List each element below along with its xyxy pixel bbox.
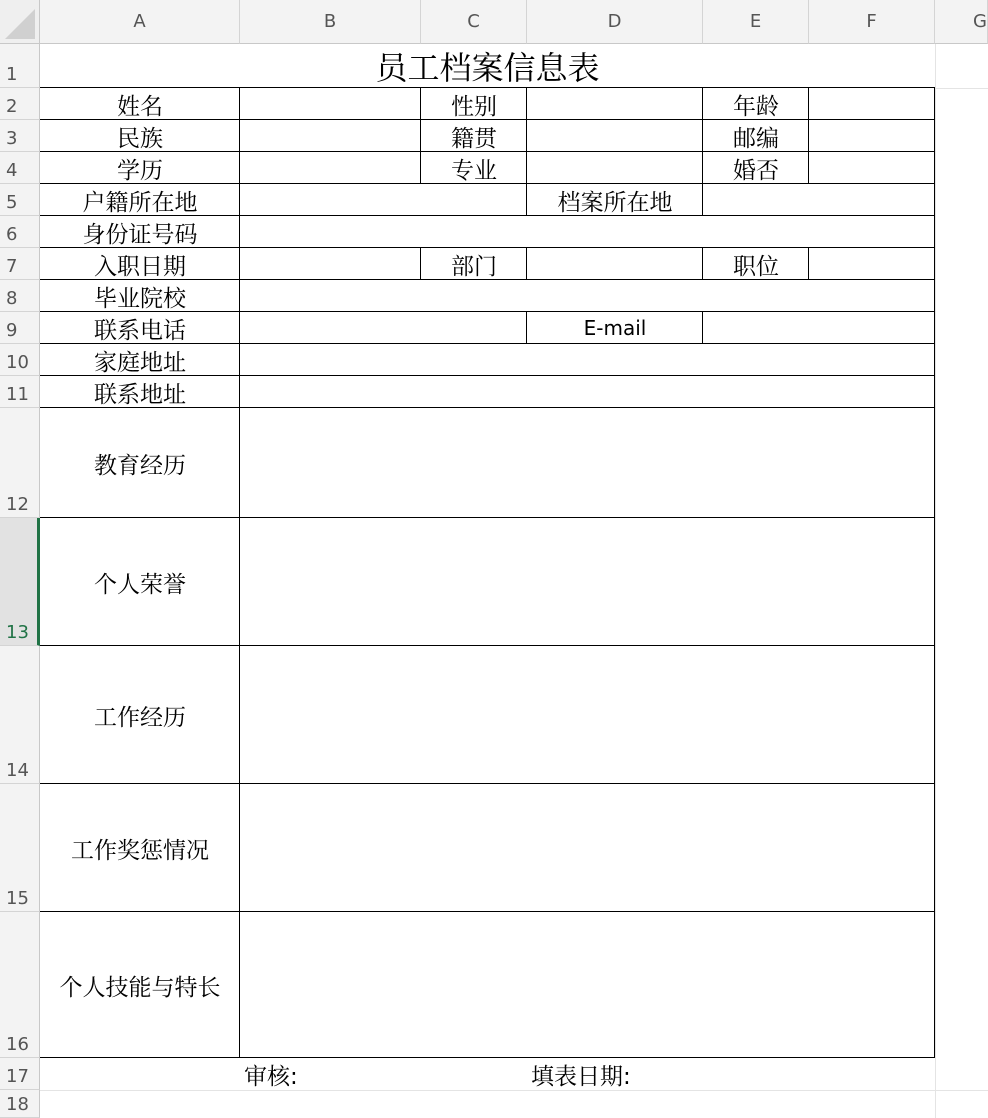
- postcode-value-cell[interactable]: [809, 120, 935, 152]
- row-header-4[interactable]: 4: [0, 152, 40, 184]
- row-header-2[interactable]: 2: [0, 88, 40, 120]
- row-header-13[interactable]: 13: [0, 518, 40, 646]
- row-header-18[interactable]: 18: [0, 1090, 40, 1118]
- rewards-value-cell[interactable]: [240, 784, 935, 912]
- label-marital: 婚否: [733, 157, 779, 184]
- label-phone: 联系电话: [94, 317, 186, 344]
- native-place-value-cell[interactable]: [527, 120, 703, 152]
- ethnicity-value-cell[interactable]: [240, 120, 421, 152]
- label-major: 专业: [451, 157, 497, 184]
- reviewer-label: 审核:: [244, 1063, 298, 1090]
- marital-value-cell[interactable]: [809, 152, 935, 184]
- row-header-17[interactable]: 17: [0, 1058, 40, 1090]
- school-value-cell[interactable]: [240, 280, 935, 312]
- household-value-cell[interactable]: [240, 184, 527, 216]
- row-header-9[interactable]: 9: [0, 312, 40, 344]
- hire-date-value-cell[interactable]: [240, 248, 421, 280]
- row-header-16[interactable]: 16: [0, 912, 40, 1058]
- column-header-e[interactable]: E: [703, 0, 809, 44]
- work-history-value-cell[interactable]: [240, 646, 935, 784]
- home-address-value-cell[interactable]: [240, 344, 935, 376]
- label-id-number: 身份证号码: [82, 221, 198, 248]
- label-household: 户籍所在地: [82, 189, 198, 216]
- column-header-g[interactable]: G: [935, 0, 988, 44]
- gender-value-cell[interactable]: [527, 88, 703, 120]
- row-header-7[interactable]: 7: [0, 248, 40, 280]
- label-contact-address: 联系地址: [94, 381, 186, 408]
- label-home-address: 家庭地址: [94, 349, 186, 376]
- row-header-12[interactable]: 12: [0, 408, 40, 518]
- row-header-3[interactable]: 3: [0, 120, 40, 152]
- column-header-a[interactable]: A: [40, 0, 240, 44]
- label-native-place: 籍贯: [451, 125, 497, 152]
- label-ethnicity: 民族: [117, 125, 163, 152]
- label-work-history: 工作经历: [94, 704, 186, 731]
- archive-location-value-cell[interactable]: [703, 184, 935, 216]
- name-value-cell[interactable]: [240, 88, 421, 120]
- honors-value-cell[interactable]: [240, 518, 935, 646]
- label-education: 学历: [117, 157, 163, 184]
- label-postcode: 邮编: [733, 125, 779, 152]
- email-value-cell[interactable]: [703, 312, 935, 344]
- column-header-b[interactable]: B: [240, 0, 421, 44]
- row-header-6[interactable]: 6: [0, 216, 40, 248]
- gridline: [935, 44, 936, 1118]
- label-department: 部门: [451, 253, 497, 280]
- age-value-cell[interactable]: [809, 88, 935, 120]
- department-value-cell[interactable]: [527, 248, 703, 280]
- label-skills: 个人技能与特长: [59, 974, 221, 1001]
- select-all-triangle: [5, 9, 35, 39]
- contact-address-value-cell[interactable]: [240, 376, 935, 408]
- label-school: 毕业院校: [94, 285, 186, 312]
- label-hire-date: 入职日期: [94, 253, 186, 280]
- row-header-5[interactable]: 5: [0, 184, 40, 216]
- gridline: [40, 1090, 988, 1091]
- skills-value-cell[interactable]: [240, 912, 935, 1058]
- position-value-cell[interactable]: [809, 248, 935, 280]
- fill-date-label: 填表日期:: [531, 1063, 631, 1090]
- label-archive-location: 档案所在地: [557, 189, 673, 216]
- select-all-corner[interactable]: [0, 0, 40, 44]
- row-header-15[interactable]: 15: [0, 784, 40, 912]
- row-header-1[interactable]: 1: [0, 44, 40, 88]
- form-title: 员工档案信息表: [375, 49, 600, 87]
- phone-value-cell[interactable]: [240, 312, 527, 344]
- gridline: [935, 88, 988, 89]
- education-history-value-cell[interactable]: [240, 408, 935, 518]
- label-rewards: 工作奖惩情况: [71, 837, 209, 864]
- label-name: 姓名: [117, 93, 163, 120]
- column-header-d[interactable]: D: [527, 0, 703, 44]
- label-honors: 个人荣誉: [94, 571, 186, 598]
- row-header-8[interactable]: 8: [0, 280, 40, 312]
- major-value-cell[interactable]: [527, 152, 703, 184]
- column-header-c[interactable]: C: [421, 0, 527, 44]
- label-position: 职位: [733, 253, 779, 280]
- label-email: E-mail: [583, 316, 647, 340]
- label-gender: 性别: [451, 93, 497, 120]
- row-header-11[interactable]: 11: [0, 376, 40, 408]
- label-age: 年龄: [733, 93, 779, 120]
- row-header-14[interactable]: 14: [0, 646, 40, 784]
- education-value-cell[interactable]: [240, 152, 421, 184]
- column-header-f[interactable]: F: [809, 0, 935, 44]
- label-education-history: 教育经历: [94, 452, 186, 479]
- id-number-value-cell[interactable]: [240, 216, 935, 248]
- row-header-10[interactable]: 10: [0, 344, 40, 376]
